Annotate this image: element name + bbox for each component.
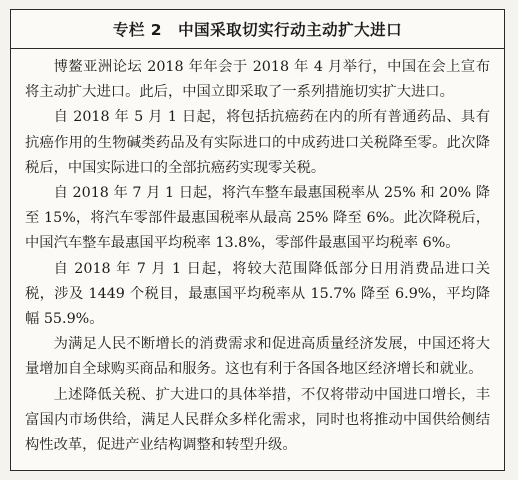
sidebar-box bbox=[10, 9, 505, 471]
paragraph-summary: 上述降低关税、扩大进口的具体举措，不仅将带动中国进口增长，丰富国内市场供给，满足人民群众多样化需求，同时也将推动中国供给侧结构性改革，促进产业结构调整和转型升级。 bbox=[25, 386, 490, 454]
paragraph-intro: 博鳌亚洲论坛 2018 年年会于 2018 年 4 月举行，中国在会上宣布将主动扩大进口。此后，中国立即采取了一系列措施切实扩大进口。 bbox=[25, 59, 490, 101]
column-label: 专栏 2 bbox=[112, 21, 163, 39]
box-title: 中国采取切实行动主动扩大进口 bbox=[178, 21, 403, 39]
paragraph-global-purchase: 为满足人民不断增长的消费需求和促进高质量经济发展，中国还将大量增加自全球购买商品和服务。这也有利于各国各地区经济增长和就业。 bbox=[25, 336, 490, 378]
box-header bbox=[11, 10, 504, 49]
paragraph-consumer-goods-tariff: 自 2018 年 7 月 1 日起，将较大范围降低部分日用消费品进口关税，涉及 1449 个税目，最惠国平均税率从 15.7% 降至 6.9%，平均降幅 55.9%。 bbox=[25, 260, 490, 328]
box-content bbox=[11, 49, 504, 458]
paragraph-medicine-tariff: 自 2018 年 5 月 1 日起，将包括抗癌药在内的所有普通药品、具有抗癌作用的生物碱类药品及有实际进口的中成药进口关税降至零。此次降税后，中国实际进口的全部抗癌药实现零关税。 bbox=[25, 109, 490, 176]
paragraph-auto-tariff: 自 2018 年 7 月 1 日起，将汽车整车最惠国税率从 25% 和 20% 降至 15%，将汽车零部件最惠国税率从最高 25% 降至 6%。此次降税后，中国汽车整车最惠国平均税率 13.8%，零部件最惠国平均税率 6%。 bbox=[25, 185, 490, 252]
